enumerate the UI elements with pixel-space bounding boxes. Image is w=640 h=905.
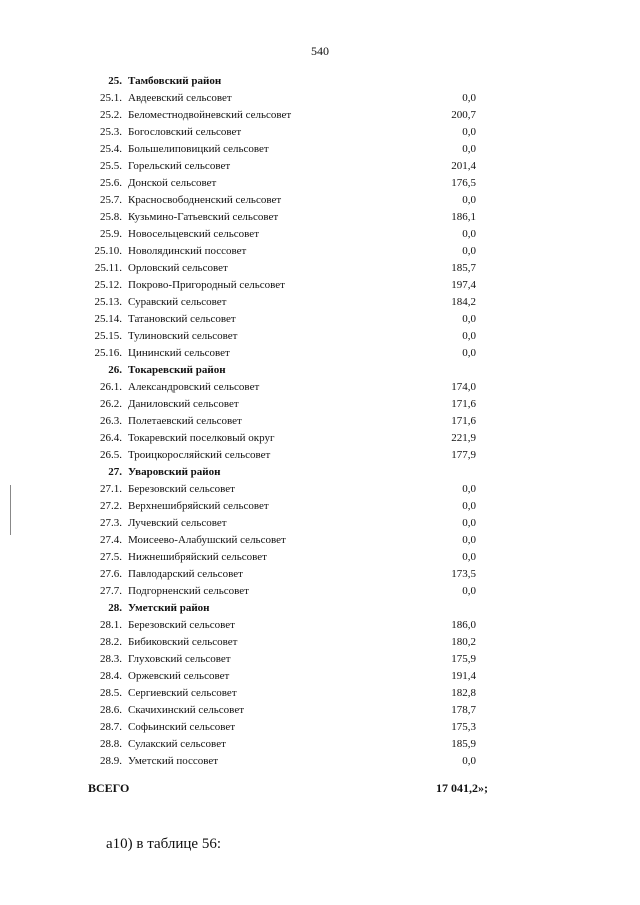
table-row xyxy=(80,549,500,566)
row-value: 221,9 xyxy=(451,432,476,444)
row-value: 177,9 xyxy=(451,449,476,461)
table-row xyxy=(80,396,500,413)
table-row xyxy=(80,702,500,719)
row-value: 0,0 xyxy=(462,500,476,512)
district-header xyxy=(80,362,500,379)
row-number: 26.4. xyxy=(100,432,122,444)
district-title: Уметский район xyxy=(128,602,210,614)
row-value: 182,8 xyxy=(451,687,476,699)
row-name: Токаревский поселковый округ xyxy=(128,432,275,444)
table-row xyxy=(80,294,500,311)
row-value: 174,0 xyxy=(451,381,476,393)
row-number: 25.5. xyxy=(100,160,122,172)
row-name: Новолядинский поссовет xyxy=(128,245,247,257)
row-value: 171,6 xyxy=(451,415,476,427)
district-header xyxy=(80,464,500,481)
table-row xyxy=(80,498,500,515)
row-value: 184,2 xyxy=(451,296,476,308)
row-name: Татановский сельсовет xyxy=(128,313,236,325)
total-label: ВСЕГО xyxy=(88,781,130,795)
table-row xyxy=(80,107,500,124)
row-value: 185,9 xyxy=(451,738,476,750)
row-number: 25.15. xyxy=(94,330,122,342)
footer-text: а10) в таблице 56: xyxy=(106,836,222,852)
row-value: 200,7 xyxy=(451,109,476,121)
row-number: 25.4. xyxy=(100,143,122,155)
table-row xyxy=(80,430,500,447)
row-number: 28.3. xyxy=(100,653,122,665)
row-name: Верхнешибряйский сельсовет xyxy=(128,500,269,512)
row-value: 175,3 xyxy=(451,721,476,733)
district-title: Тамбовский район xyxy=(128,75,222,87)
row-name: Орловский сельсовет xyxy=(128,262,228,274)
table-row xyxy=(80,90,500,107)
district-header xyxy=(80,600,500,617)
row-name: Сулакский сельсовет xyxy=(128,738,226,750)
row-name: Донской сельсовет xyxy=(128,177,217,189)
row-name: Тулиновский сельсовет xyxy=(128,330,238,342)
row-number: 28.8. xyxy=(100,738,122,750)
row-value: 0,0 xyxy=(462,126,476,138)
table-row xyxy=(80,311,500,328)
table-row xyxy=(80,753,500,770)
row-name: Большелиповицкий сельсовет xyxy=(128,143,269,155)
row-name: Березовский сельсовет xyxy=(128,483,235,495)
row-value: 0,0 xyxy=(462,194,476,206)
table-row xyxy=(80,277,500,294)
row-name: Скачихинский сельсовет xyxy=(128,704,245,716)
row-value: 0,0 xyxy=(462,534,476,546)
row-value: 186,1 xyxy=(451,211,476,223)
row-name: Цининский сельсовет xyxy=(128,347,230,359)
table-row xyxy=(80,141,500,158)
row-value: 0,0 xyxy=(462,517,476,529)
table-row xyxy=(80,719,500,736)
row-name: Березовский сельсовет xyxy=(128,619,235,631)
row-number: 25.2. xyxy=(100,109,122,121)
row-name: Красносвободненский сельсовет xyxy=(128,194,282,206)
row-name: Полетаевский сельсовет xyxy=(128,415,242,427)
table-row xyxy=(80,668,500,685)
row-value: 0,0 xyxy=(462,313,476,325)
row-number: 25.8. xyxy=(100,211,122,223)
row-value: 176,5 xyxy=(451,177,476,189)
row-number: 27.5. xyxy=(100,551,122,563)
row-name: Подгорненский сельсовет xyxy=(128,585,249,597)
row-number: 25.9. xyxy=(100,228,122,240)
row-number: 25.1. xyxy=(100,92,122,104)
row-name: Сергиевский сельсовет xyxy=(128,687,237,699)
row-value: 197,4 xyxy=(451,279,476,291)
district-number: 26. xyxy=(108,364,122,376)
row-name: Александровский сельсовет xyxy=(128,381,260,393)
row-value: 0,0 xyxy=(462,245,476,257)
margin-mark xyxy=(10,485,11,535)
table-row xyxy=(80,566,500,583)
row-name: Павлодарский сельсовет xyxy=(128,568,243,580)
row-value: 201,4 xyxy=(451,160,476,172)
row-value: 175,9 xyxy=(451,653,476,665)
row-value: 0,0 xyxy=(462,755,476,767)
row-value: 0,0 xyxy=(462,585,476,597)
row-value: 191,4 xyxy=(451,670,476,682)
row-value: 0,0 xyxy=(462,92,476,104)
table-row xyxy=(80,192,500,209)
table-row xyxy=(80,583,500,600)
row-name: Богословский сельсовет xyxy=(128,126,242,138)
table-row xyxy=(80,379,500,396)
row-number: 25.16. xyxy=(94,347,122,359)
row-number: 25.7. xyxy=(100,194,122,206)
page-number: 540 xyxy=(311,44,329,58)
table-row xyxy=(80,158,500,175)
district-number: 25. xyxy=(108,75,122,87)
row-number: 28.7. xyxy=(100,721,122,733)
row-name: Глуховский сельсовет xyxy=(128,653,231,665)
row-name: Суравский сельсовет xyxy=(128,296,227,308)
row-number: 28.5. xyxy=(100,687,122,699)
row-number: 27.2. xyxy=(100,500,122,512)
total-value: 17 041,2»; xyxy=(436,781,488,795)
row-value: 180,2 xyxy=(451,636,476,648)
row-number: 27.4. xyxy=(100,534,122,546)
row-number: 28.6. xyxy=(100,704,122,716)
table-row xyxy=(80,481,500,498)
row-number: 27.7. xyxy=(100,585,122,597)
row-name: Бибиковский сельсовет xyxy=(128,636,238,648)
table-row xyxy=(80,328,500,345)
district-header xyxy=(80,73,500,90)
row-number: 26.2. xyxy=(100,398,122,410)
row-name: Покрово-Пригородный сельсовет xyxy=(128,279,285,291)
table-row xyxy=(80,617,500,634)
table-row xyxy=(80,634,500,651)
table-row xyxy=(80,175,500,192)
row-number: 28.9. xyxy=(100,755,122,767)
row-number: 25.14. xyxy=(94,313,122,325)
row-number: 28.4. xyxy=(100,670,122,682)
table-row xyxy=(80,413,500,430)
row-value: 0,0 xyxy=(462,551,476,563)
row-value: 178,7 xyxy=(451,704,476,716)
table-row xyxy=(80,532,500,549)
row-number: 28.1. xyxy=(100,619,122,631)
row-number: 27.6. xyxy=(100,568,122,580)
row-name: Беломестнодвойневский сельсовет xyxy=(128,109,292,121)
table-row xyxy=(80,651,500,668)
row-number: 25.6. xyxy=(100,177,122,189)
row-name: Уметский поссовет xyxy=(128,755,219,767)
row-number: 25.12. xyxy=(94,279,122,291)
district-number: 28. xyxy=(108,602,122,614)
row-value: 171,6 xyxy=(451,398,476,410)
row-name: Даниловский сельсовет xyxy=(128,398,239,410)
row-name: Кузьмино-Гатьевский сельсовет xyxy=(128,211,279,223)
row-value: 0,0 xyxy=(462,347,476,359)
row-value: 0,0 xyxy=(462,330,476,342)
row-value: 0,0 xyxy=(462,483,476,495)
row-name: Лучевский сельсовет xyxy=(128,517,227,529)
row-value: 173,5 xyxy=(451,568,476,580)
row-name: Софьинский сельсовет xyxy=(128,721,236,733)
table-row xyxy=(80,515,500,532)
row-number: 26.5. xyxy=(100,449,122,461)
allocation-table xyxy=(80,73,500,770)
row-name: Нижнешибряйский сельсовет xyxy=(128,551,267,563)
row-number: 28.2. xyxy=(100,636,122,648)
table-row xyxy=(80,243,500,260)
row-value: 185,7 xyxy=(451,262,476,274)
table-row xyxy=(80,345,500,362)
row-name: Моисеево-Алабушский сельсовет xyxy=(128,534,286,546)
row-number: 25.11. xyxy=(94,262,122,274)
row-number: 26.1. xyxy=(100,381,122,393)
row-name: Оржевский сельсовет xyxy=(128,670,230,682)
row-number: 25.13. xyxy=(94,296,122,308)
district-number: 27. xyxy=(108,466,122,478)
row-number: 25.10. xyxy=(94,245,122,257)
table-row xyxy=(80,736,500,753)
table-row xyxy=(80,226,500,243)
row-name: Авдеевский сельсовет xyxy=(128,92,232,104)
row-value: 0,0 xyxy=(462,143,476,155)
row-number: 27.1. xyxy=(100,483,122,495)
row-number: 27.3. xyxy=(100,517,122,529)
row-name: Троицкоросляйский сельсовет xyxy=(128,449,271,461)
table-row xyxy=(80,685,500,702)
row-name: Горельский сельсовет xyxy=(128,160,231,172)
district-title: Уваровский район xyxy=(128,466,221,478)
row-name: Новосельцевский сельсовет xyxy=(128,228,259,240)
district-title: Токаревский район xyxy=(128,364,226,376)
table-row xyxy=(80,124,500,141)
row-value: 186,0 xyxy=(451,619,476,631)
table-row xyxy=(80,209,500,226)
row-value: 0,0 xyxy=(462,228,476,240)
table-row xyxy=(80,447,500,464)
table-row xyxy=(80,260,500,277)
total-row xyxy=(88,779,508,797)
row-number: 25.3. xyxy=(100,126,122,138)
row-number: 26.3. xyxy=(100,415,122,427)
